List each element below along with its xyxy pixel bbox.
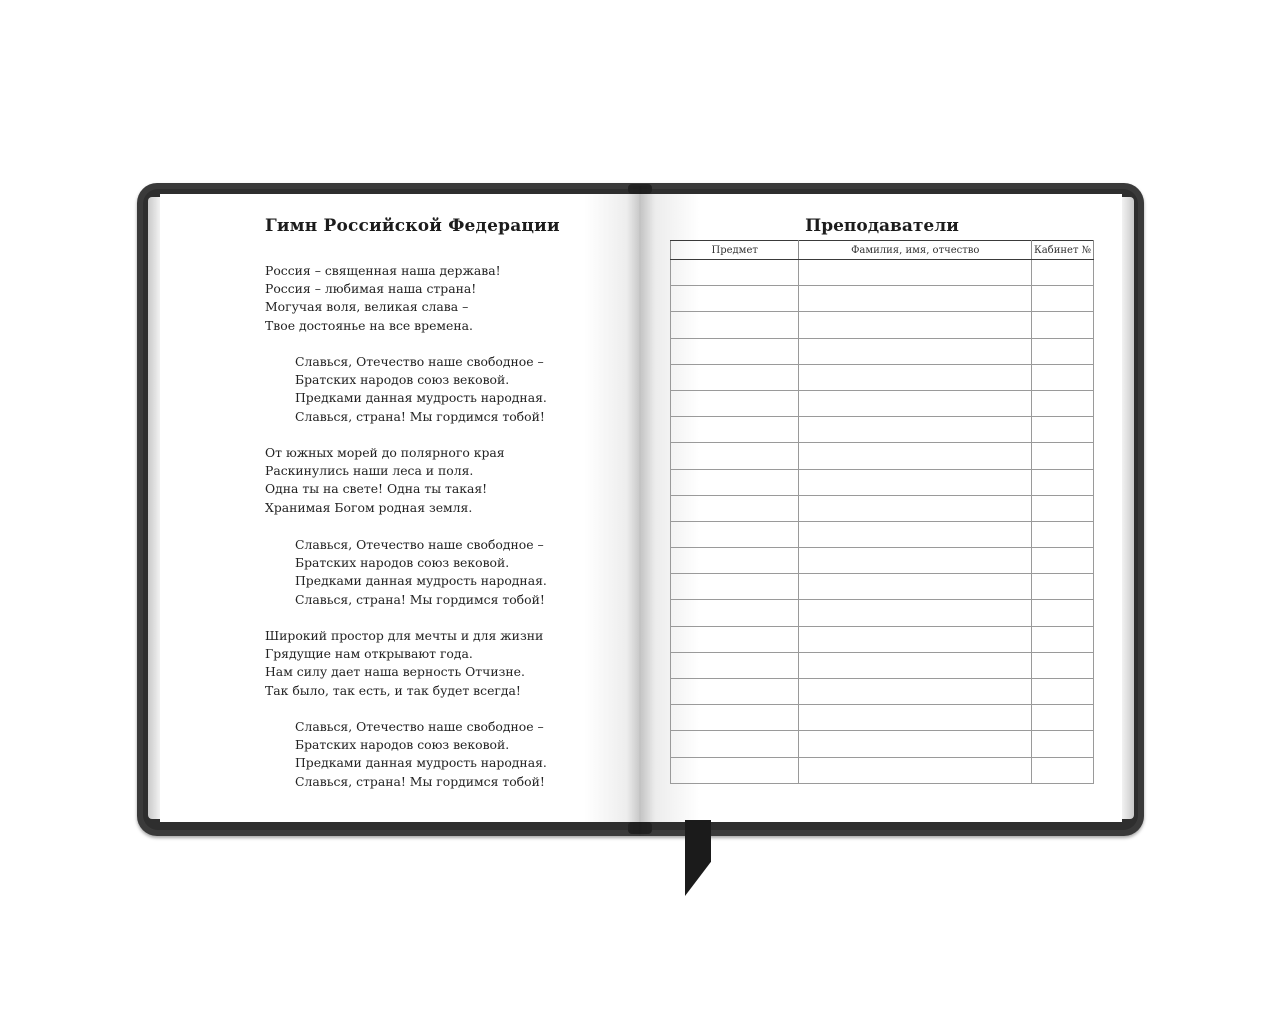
table-row (671, 443, 1094, 469)
verse-line: Предками данная мудрость народная. (295, 755, 547, 771)
cell-room[interactable] (1032, 521, 1094, 547)
table-row (671, 338, 1094, 364)
cell-subject[interactable] (671, 312, 799, 338)
cell-full-name[interactable] (799, 705, 1032, 731)
verse-line: Славься, страна! Мы гордимся тобой! (295, 408, 545, 424)
cell-subject[interactable] (671, 469, 799, 495)
cell-full-name[interactable] (799, 260, 1032, 286)
spine-bottom (628, 822, 652, 834)
stanza-1 (265, 262, 501, 335)
ribbon-bookmark[interactable] (685, 820, 711, 896)
cell-full-name[interactable] (799, 338, 1032, 364)
cell-full-name[interactable] (799, 521, 1032, 547)
cell-room[interactable] (1032, 469, 1094, 495)
cell-subject[interactable] (671, 260, 799, 286)
header-room: Кабинет № (1032, 241, 1094, 260)
cell-room[interactable] (1032, 600, 1094, 626)
teachers-table (670, 240, 1094, 784)
verse-line: Предками данная мудрость народная. (295, 390, 547, 406)
table-row (671, 626, 1094, 652)
header-full-name: Фамилия, имя, отчество (799, 241, 1032, 260)
cell-subject[interactable] (671, 495, 799, 521)
verse-line: Славься, страна! Мы гордимся тобой! (295, 591, 545, 607)
teachers-title: Преподаватели (805, 216, 959, 236)
cell-subject[interactable] (671, 600, 799, 626)
cell-subject[interactable] (671, 679, 799, 705)
table-row (671, 364, 1094, 390)
verse-line: Грядущие нам открывают года. (265, 646, 473, 662)
cell-room[interactable] (1032, 679, 1094, 705)
verse-line: Славься, Отечество наше свободное – (295, 719, 544, 734)
table-row (671, 574, 1094, 600)
verse-line: Одна ты на свете! Одна ты такая! (265, 481, 488, 497)
anthem-title: Гимн Российской Федерации (265, 216, 560, 236)
table-row (671, 548, 1094, 574)
table-row (671, 679, 1094, 705)
cell-full-name[interactable] (799, 312, 1032, 338)
verse-line: Нам силу дает наша верность Отчизне. (265, 664, 525, 680)
cell-full-name[interactable] (799, 286, 1032, 312)
table-row (671, 731, 1094, 757)
table-row (671, 521, 1094, 547)
cell-subject[interactable] (671, 286, 799, 312)
cell-subject[interactable] (671, 390, 799, 416)
cell-subject[interactable] (671, 731, 799, 757)
cell-room[interactable] (1032, 286, 1094, 312)
cell-full-name[interactable] (799, 548, 1032, 574)
chorus-2 (295, 536, 547, 609)
cell-room[interactable] (1032, 757, 1094, 783)
verse-line: Братских народов союз вековой. (295, 737, 510, 753)
verse-line: Славься, Отечество наше свободное – (295, 537, 544, 552)
cell-subject[interactable] (671, 574, 799, 600)
verse-line: Раскинулись наши леса и поля. (265, 463, 474, 479)
table-row (671, 600, 1094, 626)
verse-line: Россия – священная наша держава! (265, 263, 501, 278)
cell-room[interactable] (1032, 364, 1094, 390)
cell-room[interactable] (1032, 626, 1094, 652)
cell-subject[interactable] (671, 338, 799, 364)
stanza-2 (265, 444, 505, 517)
table-row (671, 417, 1094, 443)
cell-full-name[interactable] (799, 679, 1032, 705)
cell-full-name[interactable] (799, 574, 1032, 600)
table-row (671, 260, 1094, 286)
table-row (671, 390, 1094, 416)
chorus-3 (295, 718, 547, 791)
stanza-3 (265, 627, 543, 700)
verse-line: Широкий простор для мечты и для жизни (265, 628, 544, 643)
verse-line: Россия – любимая наша страна! (265, 281, 477, 297)
cell-room[interactable] (1032, 260, 1094, 286)
cell-full-name[interactable] (799, 390, 1032, 416)
cell-subject[interactable] (671, 443, 799, 469)
cell-room[interactable] (1032, 390, 1094, 416)
verse-line: Братских народов союз вековой. (295, 555, 510, 571)
verse-line: Так было, так есть, и так будет всегда! (265, 682, 521, 698)
table-row (671, 705, 1094, 731)
cell-room[interactable] (1032, 652, 1094, 678)
cell-room[interactable] (1032, 574, 1094, 600)
cell-room[interactable] (1032, 338, 1094, 364)
cell-subject[interactable] (671, 548, 799, 574)
cell-room[interactable] (1032, 548, 1094, 574)
cell-room[interactable] (1032, 417, 1094, 443)
table-header-row (671, 241, 1094, 260)
cell-room[interactable] (1032, 731, 1094, 757)
cell-full-name[interactable] (799, 626, 1032, 652)
cell-full-name[interactable] (799, 652, 1032, 678)
verse-line: Славься, Отечество наше свободное – (295, 354, 544, 369)
verse-line: Братских народов союз вековой. (295, 372, 510, 388)
cell-full-name[interactable] (799, 495, 1032, 521)
cell-subject[interactable] (671, 757, 799, 783)
verse-line: Могучая воля, великая слава – (265, 299, 469, 315)
cell-room[interactable] (1032, 443, 1094, 469)
spine-top (628, 184, 652, 194)
table-row (671, 652, 1094, 678)
teachers-table-body (671, 260, 1094, 784)
cell-subject[interactable] (671, 417, 799, 443)
cell-room[interactable] (1032, 705, 1094, 731)
cell-subject[interactable] (671, 521, 799, 547)
table-row (671, 495, 1094, 521)
cell-room[interactable] (1032, 312, 1094, 338)
cell-subject[interactable] (671, 652, 799, 678)
verse-line: Славься, страна! Мы гордимся тобой! (295, 773, 545, 789)
table-row (671, 286, 1094, 312)
cell-full-name[interactable] (799, 469, 1032, 495)
cell-room[interactable] (1032, 495, 1094, 521)
cell-full-name[interactable] (799, 757, 1032, 783)
table-row (671, 312, 1094, 338)
verse-line: Твое достоянье на все времена. (265, 317, 473, 333)
table-row (671, 757, 1094, 783)
cell-subject[interactable] (671, 364, 799, 390)
verse-line: От южных морей до полярного края (265, 445, 505, 460)
verse-line: Хранимая Богом родная земля. (265, 499, 473, 515)
cell-full-name[interactable] (799, 443, 1032, 469)
cell-full-name[interactable] (799, 364, 1032, 390)
cell-full-name[interactable] (799, 417, 1032, 443)
verse-line: Предками данная мудрость народная. (295, 573, 547, 589)
chorus-1 (295, 353, 547, 426)
cell-full-name[interactable] (799, 600, 1032, 626)
header-subject: Предмет (671, 241, 799, 260)
cell-subject[interactable] (671, 705, 799, 731)
table-row (671, 469, 1094, 495)
cell-full-name[interactable] (799, 731, 1032, 757)
cell-subject[interactable] (671, 626, 799, 652)
